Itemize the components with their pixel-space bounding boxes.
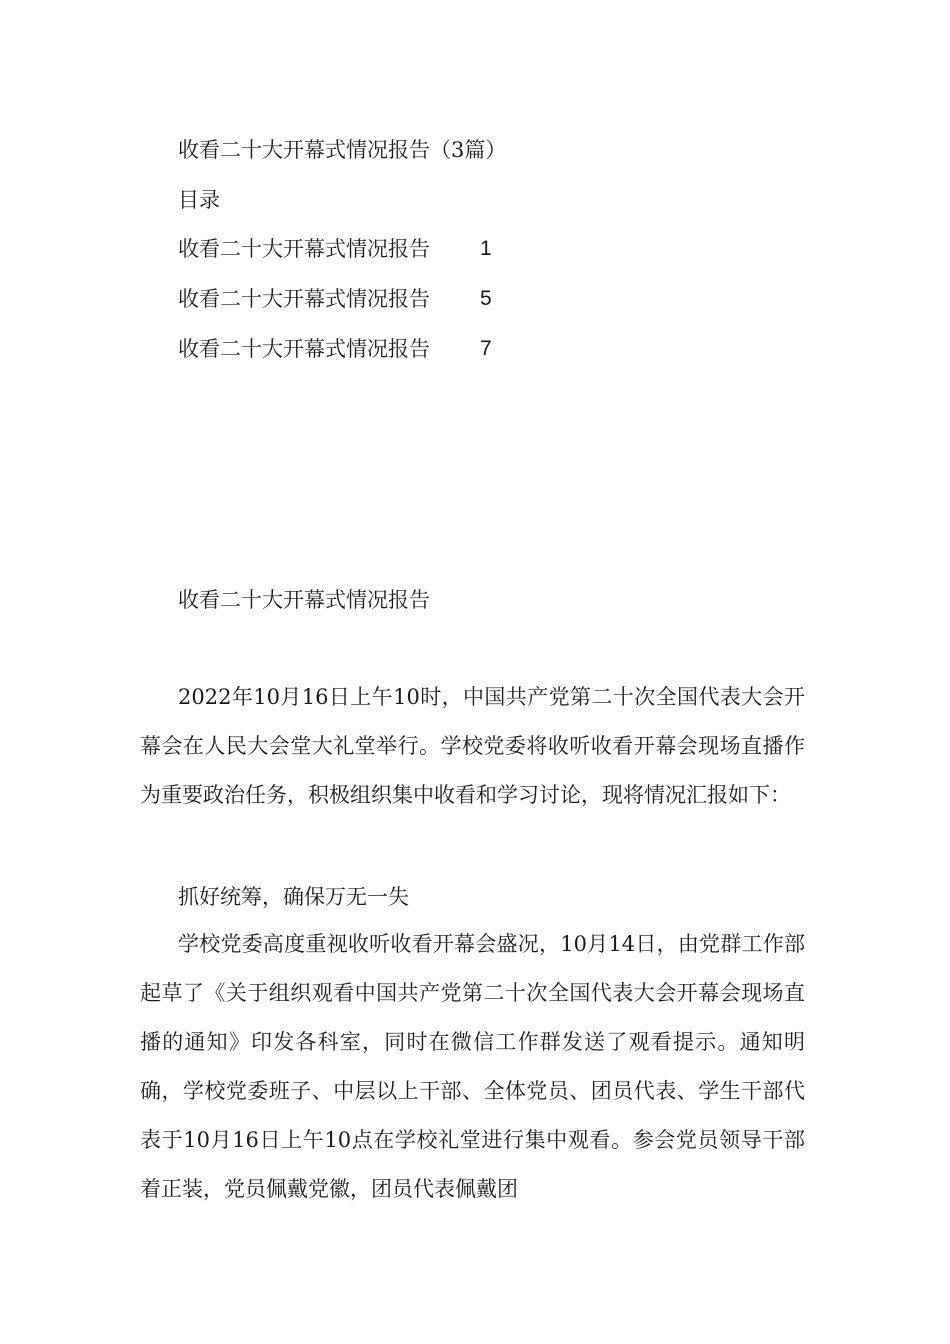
toc-entry-page: 1 <box>480 237 492 260</box>
body-paragraph: 学校党委高度重视收听收看开幕会盛况，10月14日，由党群工作部起草了《关于组织观看中国共产党第二十次全国代表大会开幕会现场直播的通知》印发各科室，同时在微信工作群发送了观看提示。通知明确，学校党委班子、中层以上干部、全体党员、团员代表、学生干部代表于10月16日上午10点在学校礼堂进行集中观看。参会党员领导干部着正装，党员佩戴党徽，团员代表佩戴团 <box>140 932 805 1201</box>
toc-heading: 目录 <box>178 188 220 212</box>
toc-entry-text: 收看二十大开幕式情况报告 <box>178 337 430 361</box>
toc-entry-page: 5 <box>480 287 492 310</box>
toc-entry-text: 收看二十大开幕式情况报告 <box>178 237 430 261</box>
toc-entry[interactable] <box>178 284 498 314</box>
section-title: 收看二十大开幕式情况报告 <box>178 588 430 612</box>
body-paragraph: 2022年10月16日上午10时，中国共产党第二十次全国代表大会开幕会在人民大会堂大礼堂举行。学校党委将收听收看开幕会现场直播作为重要政治任务，积极组织集中收看和学习讨论，现将情况汇报如下： <box>140 685 805 807</box>
section-subheading: 抓好统筹，确保万无一失 <box>178 885 409 909</box>
toc-entry-text: 收看二十大开幕式情况报告 <box>178 287 430 311</box>
toc-entry[interactable] <box>178 334 498 364</box>
document-title: 收看二十大开幕式情况报告（3篇） <box>178 138 507 162</box>
toc-entry-page: 7 <box>480 337 492 360</box>
toc-entry[interactable] <box>178 234 498 264</box>
